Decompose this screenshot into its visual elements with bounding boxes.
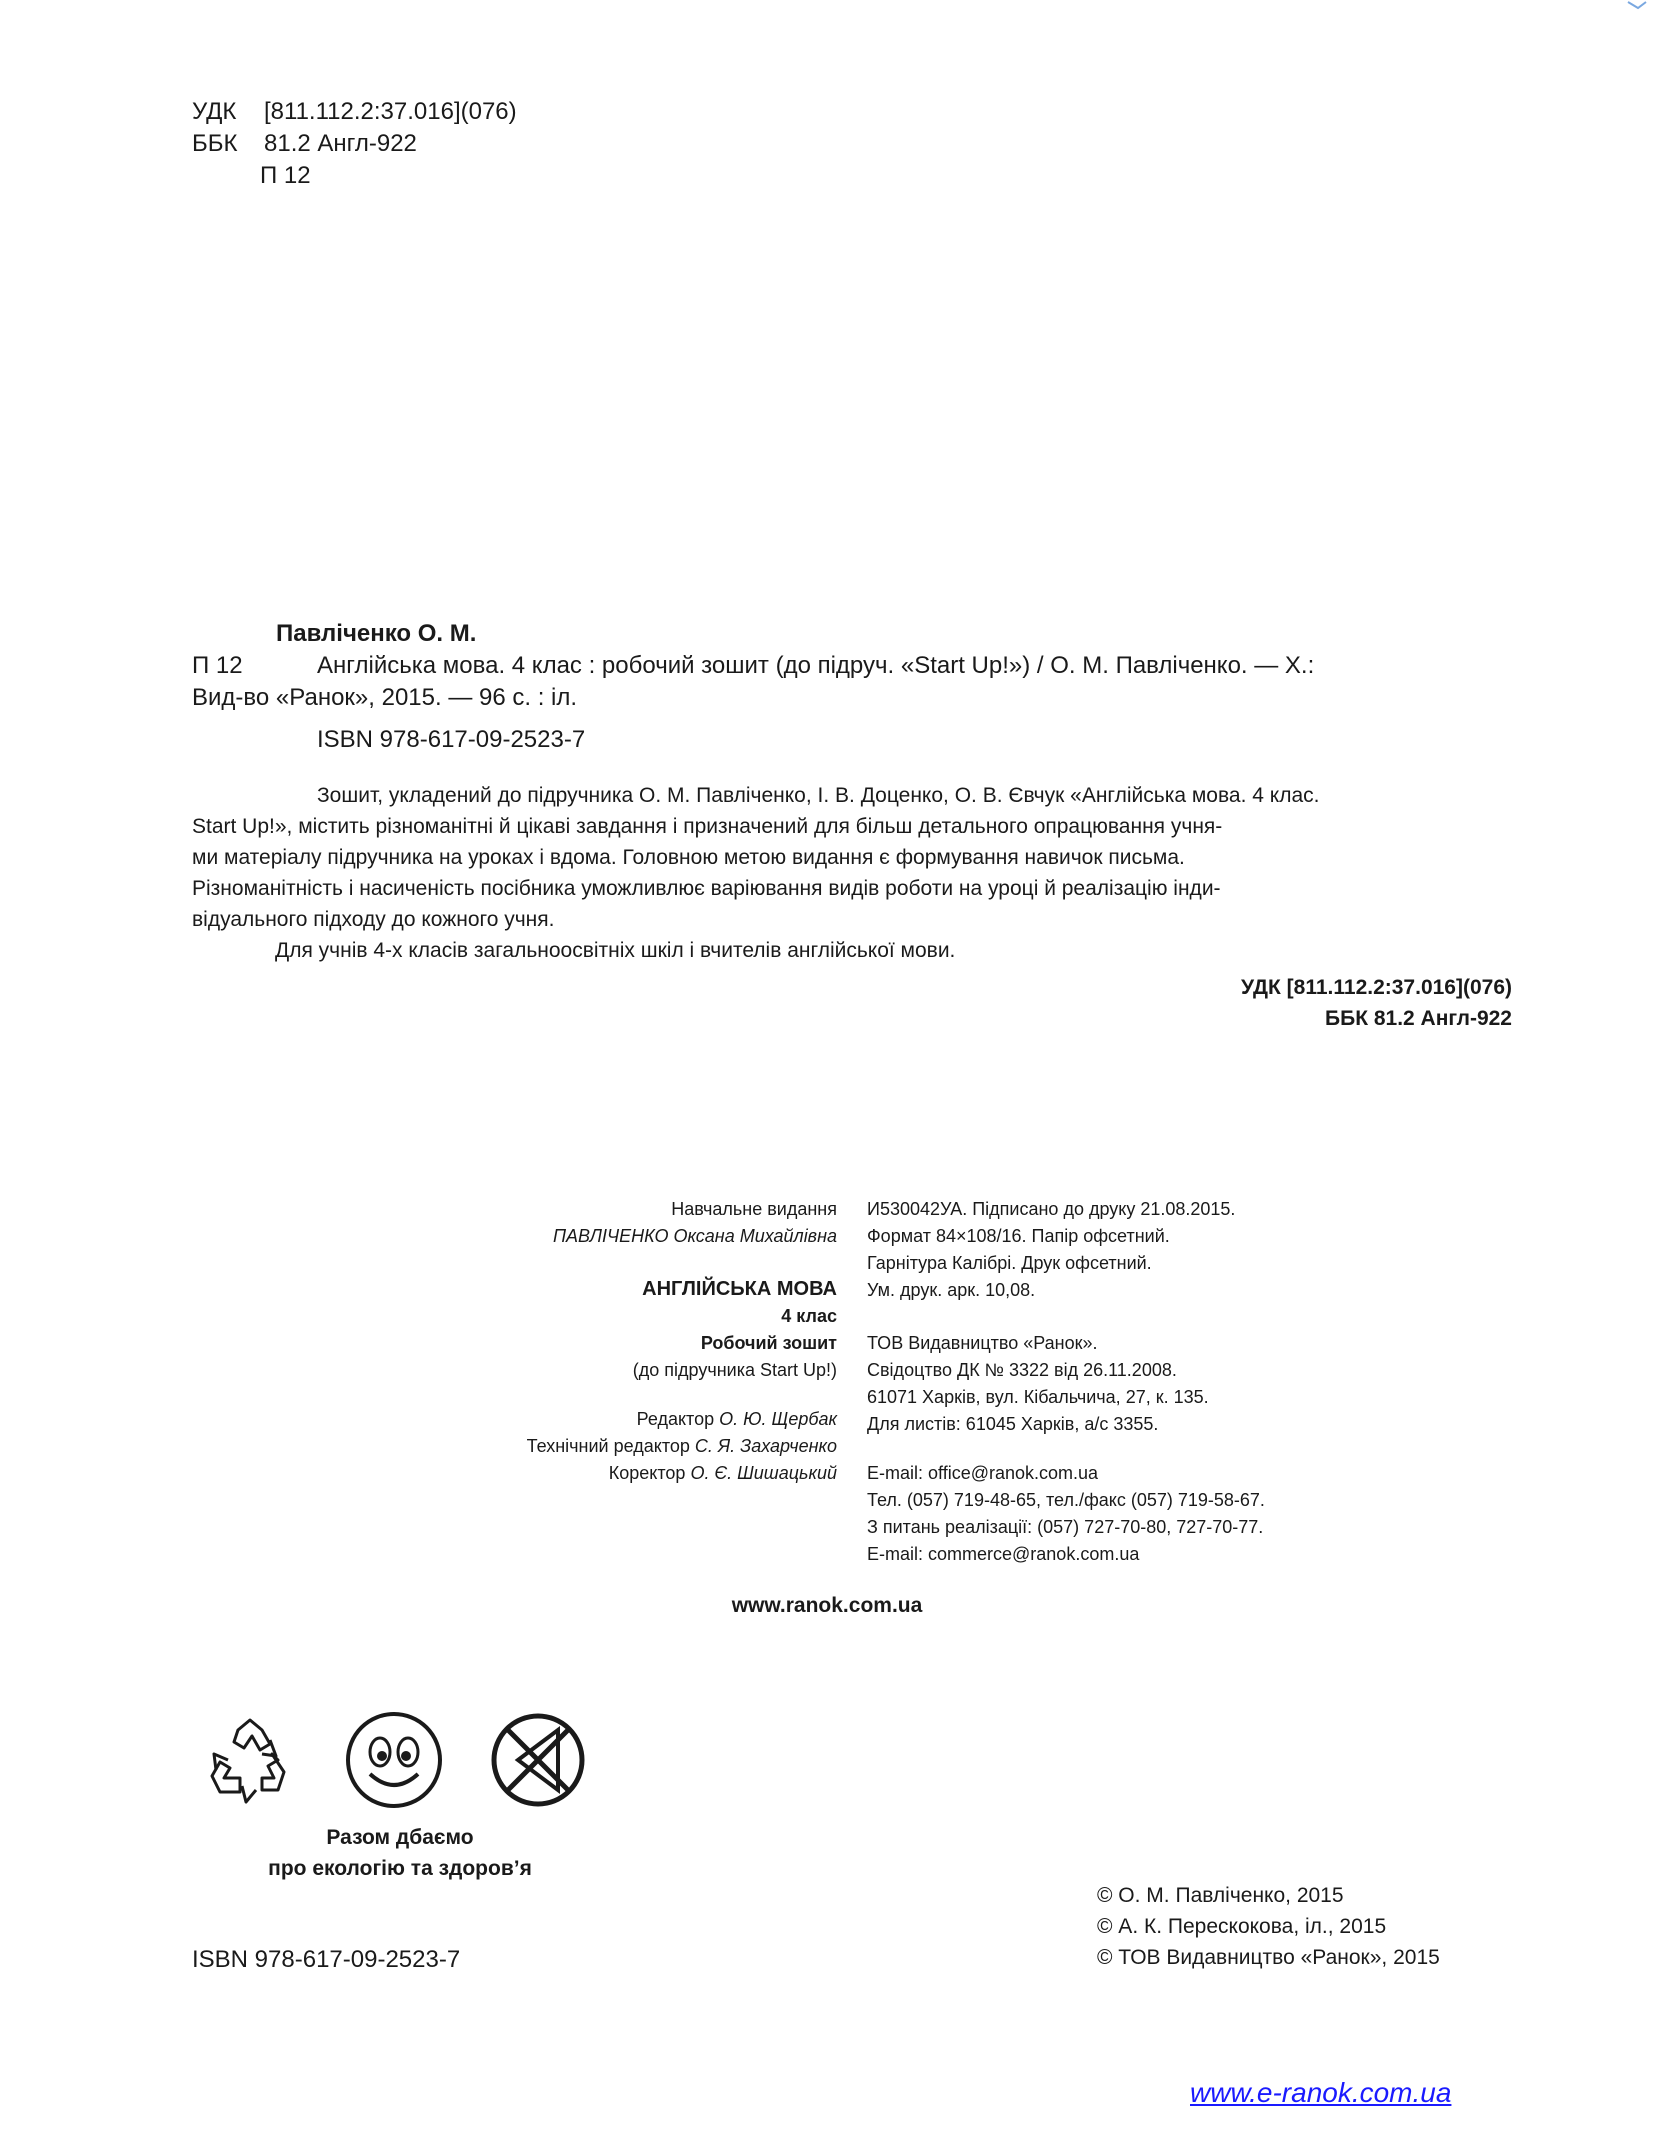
author-heading: Павліченко О. М. <box>276 620 477 647</box>
smiley-icon <box>344 1710 444 1810</box>
title-line: Англійська мова. 4 клас : робочий зошит (до підруч. «Start Up!») / О. М. Павліченко. — Х.: <box>317 652 1315 679</box>
staff-tech-editor: Технічний редактор С. Я. Захарченко <box>526 1436 837 1456</box>
bbk-bottom: ББК 81.2 Англ-922 <box>1325 1007 1512 1030</box>
bbk-value: 81.2 Англ-922 <box>264 130 417 157</box>
contact-4: E-mail: commerce@ranok.com.ua <box>867 1544 1140 1564</box>
book-note: (до підручника Start Up!) <box>632 1360 837 1380</box>
recycle-icon <box>200 1710 300 1810</box>
book-title: АНГЛІЙСЬКА МОВА <box>642 1278 837 1300</box>
imprint-left <box>400 1196 837 1487</box>
copyright-2: © А. К. Перескокова, іл., 2015 <box>1097 1915 1387 1938</box>
classification-top <box>192 96 517 192</box>
eco-caption-line-2: про екологію та здоров’я <box>268 1857 532 1880</box>
website: www.ranok.com.ua <box>731 1594 923 1617</box>
eco-caption-line-1: Разом дбаємо <box>326 1826 474 1849</box>
publisher-info-3: 61071 Харків, вул. Кібальчича, 27, к. 135. <box>867 1387 1209 1407</box>
copyrights <box>1097 1880 1440 1973</box>
annotation-line-4: Різноманітність і насиченість посібника уможливлює варіювання видів роботи на уроці й реалізацію інди- <box>192 877 1221 900</box>
annotation-audience: Для учнів 4-х класів загальноосвітніх шкіл і вчителів англійської мови. <box>275 939 956 962</box>
edition-type: Навчальне видання <box>671 1199 837 1219</box>
imprint-right <box>867 1196 1387 1568</box>
author-full: ПАВЛІЧЕНКО Оксана Михайлівна <box>552 1226 837 1246</box>
print-info-4: Ум. друк. арк. 10,08. <box>867 1280 1036 1300</box>
classification-bottom <box>1241 972 1512 1034</box>
eco-caption <box>200 1822 600 1884</box>
contact-3: З питань реалізації: (057) 727-70-80, 727-70-77. <box>867 1517 1264 1537</box>
bibliographic-record <box>192 618 1512 756</box>
author-mark-record: П 12 <box>192 652 243 679</box>
print-info-3: Гарнітура Калібрі. Друк офсетний. <box>867 1253 1152 1273</box>
copyright-3: © ТОВ Видавництво «Ранок», 2015 <box>1097 1946 1440 1969</box>
no-chlorine-icon <box>488 1710 588 1810</box>
book-kind: Робочий зошит <box>700 1333 837 1353</box>
annotation-line-2: Start Up!», містить різноманітні й цікаві завдання і призначений для більш детального опрацювання учня- <box>192 815 1223 838</box>
contact-2: Тел. (057) 719-48-65, тел./факс (057) 719-58-67. <box>867 1490 1265 1510</box>
staff-corrector: Коректор О. Є. Шишацький <box>608 1463 837 1483</box>
isbn-record: ISBN 978-617-09-2523-7 <box>317 726 586 753</box>
copyright-1: © О. М. Павліченко, 2015 <box>1097 1884 1344 1907</box>
contact-1: E-mail: office@ranok.com.ua <box>867 1463 1099 1483</box>
site-link[interactable]: www.e-ranok.com.ua <box>1190 2077 1452 2108</box>
print-info-2: Формат 84×108/16. Папір офсетний. <box>867 1226 1170 1246</box>
corner-mark-icon <box>1624 0 1648 12</box>
eco-icons <box>200 1710 588 1810</box>
annotation <box>192 780 1512 966</box>
staff-editor: Редактор О. Ю. Щербак <box>636 1409 837 1429</box>
title-line-continued: Вид-во «Ранок», 2015. — 96 с. : іл. <box>192 684 578 711</box>
title-row <box>192 650 1512 682</box>
print-info-1: И530042УА. Підписано до друку 21.08.2015. <box>867 1199 1236 1219</box>
publisher-info-1: ТОВ Видавництво «Ранок». <box>867 1333 1098 1353</box>
annotation-line-3: ми матеріалу підручника на уроках і вдома. Головною метою видання є формування навичок письма. <box>192 846 1185 869</box>
udk-bottom: УДК [811.112.2:37.016](076) <box>1241 976 1512 999</box>
isbn-bottom: ISBN 978-617-09-2523-7 <box>192 1946 461 1973</box>
publisher-info-2: Свідоцтво ДК № 3322 від 26.11.2008. <box>867 1360 1177 1380</box>
book-grade: 4 клас <box>781 1306 837 1326</box>
annotation-line-5: відуального підходу до кожного учня. <box>192 908 555 931</box>
udk-label: УДК <box>192 98 237 125</box>
bbk-label: ББК <box>192 130 238 157</box>
udk-value: [811.112.2:37.016](076) <box>264 98 517 125</box>
annotation-line-1: Зошит, укладений до підручника О. М. Павліченко, І. В. Доценко, О. В. Євчук «Англійська мова. 4 клас. <box>317 784 1320 807</box>
publisher-info-4: Для листів: 61045 Харків, а/с 3355. <box>867 1414 1159 1434</box>
author-mark: П 12 <box>260 162 311 189</box>
